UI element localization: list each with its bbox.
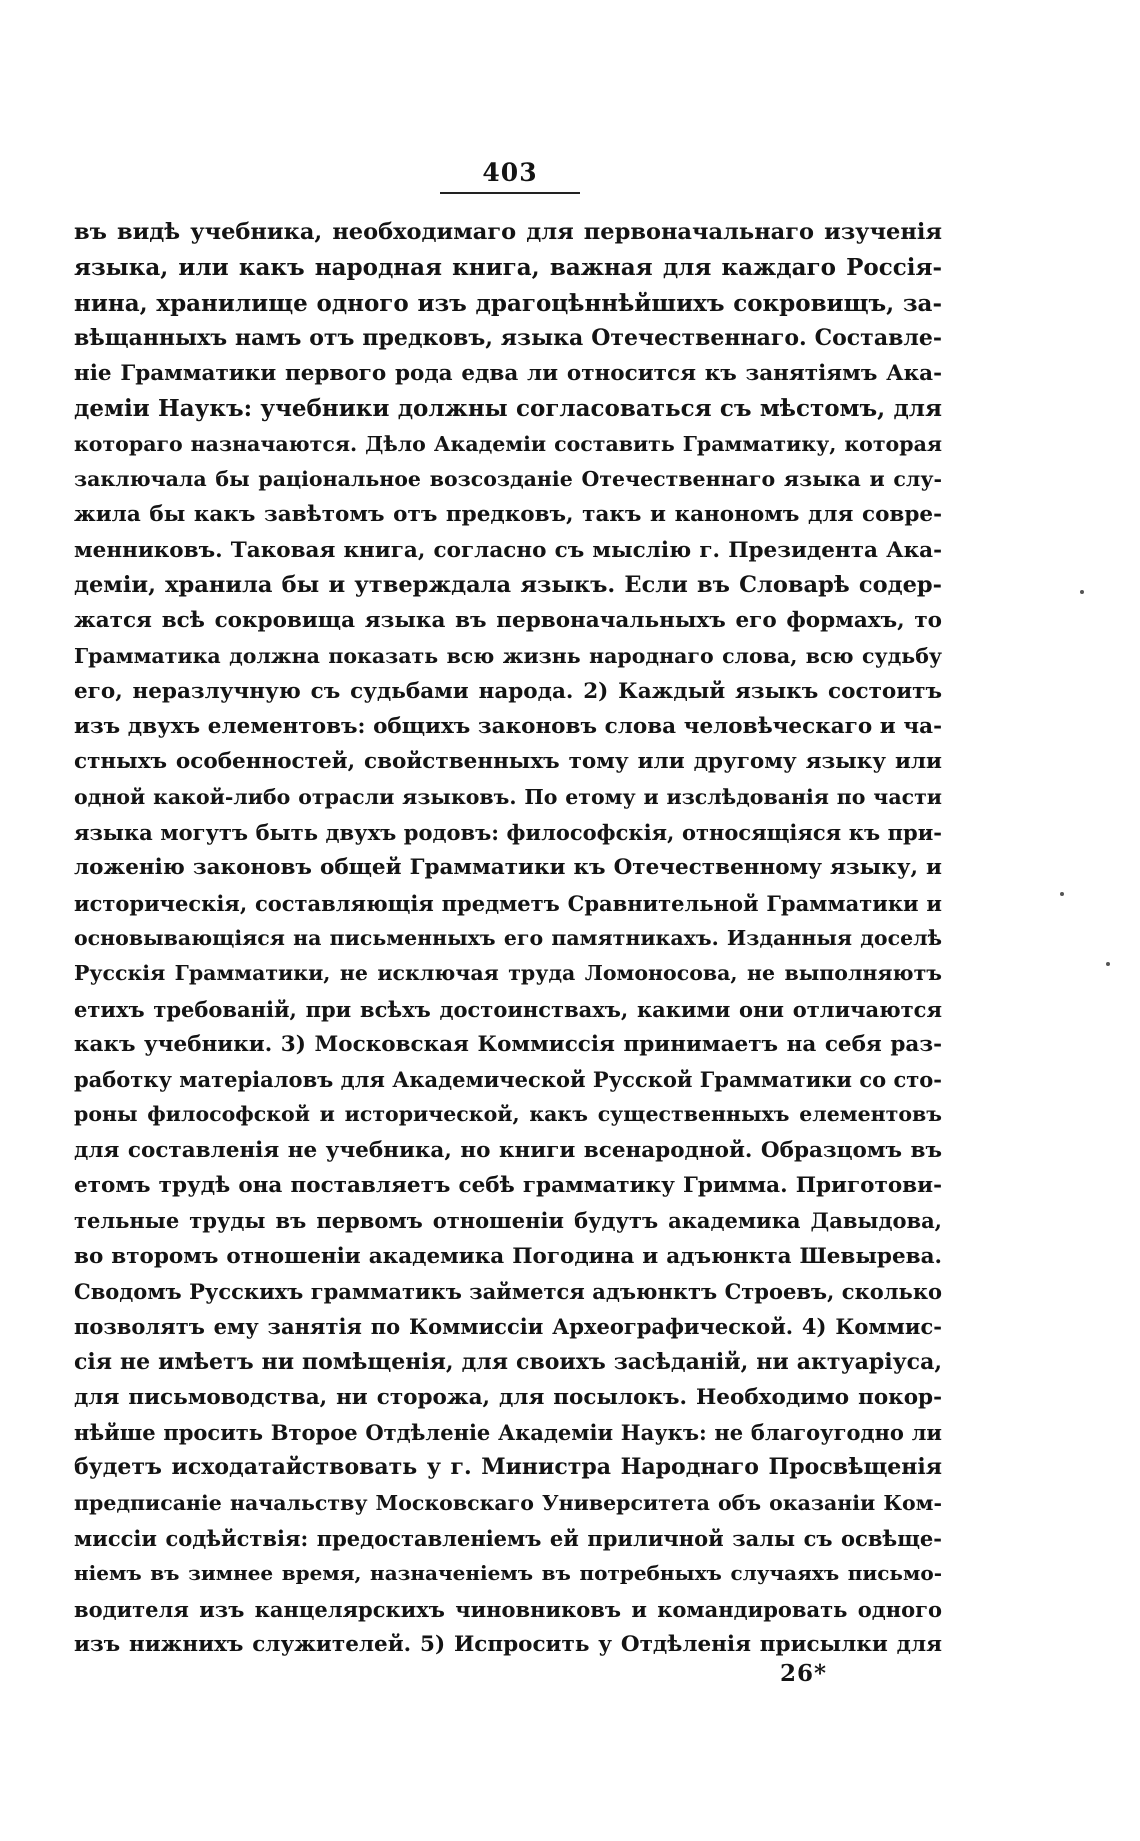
text-line: вѣщанныхъ намъ отъ предковъ, языка Отечественнаго. Составле- (74, 324, 942, 351)
margin-speck (1060, 892, 1064, 896)
body-text (74, 215, 942, 1662)
text-line: Грамматика должна показать всю жизнь народнаго слова, всю судьбу (74, 643, 942, 668)
text-line: для письмоводства, ни сторожа, для посылокъ. Необходимо покор- (74, 1384, 942, 1410)
text-line: деміи, хранила бы и утверждала языкъ. Если въ Словарѣ содер- (74, 571, 942, 598)
text-line: миссіи содѣйствія: предоставленіемъ ей приличной залы съ освѣще- (74, 1525, 942, 1551)
text-line: сія не имѣетъ ни помѣщенія, для своихъ засѣданій, ни актуаріуса, (74, 1348, 942, 1375)
text-line: стныхъ особенностей, свойственныхъ тому или другому языку или (74, 749, 942, 775)
text-line: изъ двухъ елементовъ: общихъ законовъ слова человѣческаго и ча- (74, 714, 942, 740)
text-line: позволятъ ему занятія по Коммиссіи Археографической. 4) Коммис- (74, 1314, 942, 1340)
text-line: тельные труды въ первомъ отношеніи будутъ академика Давыдова, (74, 1208, 942, 1234)
page-number: 403 (482, 158, 538, 187)
margin-speck (1080, 590, 1084, 594)
text-line: нина, хранилище одного изъ драгоцѣннѣйшихъ сокровищъ, за- (74, 289, 942, 317)
text-line: будетъ исходатайствовать у г. Министра Народнаго Просвѣщенія (74, 1454, 942, 1481)
text-line: менниковъ. Таковая книга, согласно съ мыслію г. Президента Ака- (74, 537, 942, 563)
signature-mark: 26* (780, 1660, 828, 1687)
text-line: котораго назначаются. Дѣло Академіи составить Грамматику, которая (74, 431, 942, 456)
text-line: етихъ требованій, при всѣхъ достоинствахъ, какими они отличаются (74, 996, 942, 1022)
text-line: въ видѣ учебника, необходимаго для первоначальнаго изученія (74, 219, 942, 245)
text-line: языка могутъ быть двухъ родовъ: философскія, относящіяся къ при- (74, 820, 942, 846)
margin-speck (1106, 962, 1110, 966)
header-rule (440, 192, 580, 194)
text-line: Русскія Грамматики, не исключая труда Ломоносова, не выполняютъ (74, 961, 942, 986)
text-line: языка, или какъ народная книга, важная для каждаго Россія- (74, 254, 942, 282)
text-line: ніе Грамматики первого рода едва ли относится къ занятіямъ Ака- (74, 361, 942, 387)
text-line: основывающіяся на письменныхъ его памятникахъ. Изданныя доселѣ (74, 925, 942, 950)
text-line: жила бы какъ завѣтомъ отъ предковъ, такъ и канономъ для совре- (74, 502, 942, 528)
text-line: работку матеріаловъ для Академической Русской Грамматики со сто- (74, 1067, 942, 1093)
text-line: какъ учебники. 3) Московская Коммиссія принимаетъ на себя раз- (74, 1031, 942, 1057)
text-line: его, неразлучную съ судьбами народа. 2) Каждый языкъ состоитъ (74, 678, 942, 704)
text-line: одной какой-либо отрасли языковъ. По етому и изслѣдованія по части (74, 784, 942, 809)
text-line: етомъ трудѣ она поставляетъ себѣ грамматику Гримма. Приготови- (74, 1173, 942, 1199)
text-line: ніемъ въ зимнее время, назначеніемъ въ потребныхъ случаяхъ письмо- (74, 1561, 942, 1586)
text-line: водителя изъ канцелярскихъ чиновниковъ и командировать одного (74, 1596, 942, 1622)
text-line: нѣйше просить Второе Отдѣленіе Академіи Наукъ: не благоугодно ли (74, 1420, 942, 1446)
text-line: для составленія не учебника, но книги всенародной. Образцомъ въ (74, 1137, 942, 1163)
text-line: во второмъ отношеніи академика Погодина и адъюнкта Шевырева. (74, 1243, 942, 1269)
text-line: предписаніе начальству Московскаго Университета объ оказаніи Ком- (74, 1490, 942, 1515)
text-line: роны философской и исторической, какъ существенныхъ елементовъ (74, 1102, 942, 1127)
text-line: деміи Наукъ: учебники должны согласоваться съ мѣстомъ, для (74, 395, 942, 423)
text-line: изъ нижнихъ служителей. 5) Испросить у Отдѣленія присылки для (74, 1631, 942, 1657)
text-line: заключала бы раціональное возсозданіе Отечественнаго языка и слу- (74, 467, 942, 492)
text-line: историческія, составляющія предметъ Сравнительной Грамматики и (74, 890, 942, 916)
text-line: жатся всѣ сокровища языка въ первоначальныхъ его формахъ, то (74, 608, 942, 634)
text-line: ложенію законовъ общей Грамматики къ Отечественному языку, и (74, 855, 942, 881)
text-line: Сводомъ Русскихъ грамматикъ займется адъюнктъ Строевъ, сколько (74, 1278, 942, 1304)
